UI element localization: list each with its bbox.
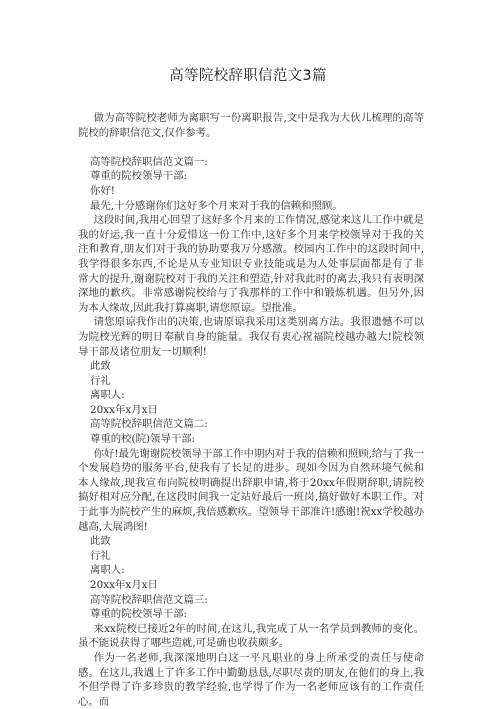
letter3-paragraph-1: 来xx院校已接近2年的时间,在这儿,我完成了从一名学员到教师的变化。虽不能说获得了哪些造就,可是确也收获颇多。 xyxy=(78,622,424,650)
document-title: 高等院校辞职信范文3篇 xyxy=(169,68,327,84)
letter1-paragraph-3: 请您原谅我作出的决策,也请原谅我采用这类别离方法。我很遗憾不可以为院校光辉的明日奉献自身的能量。我仅有衷心祝福院校越办越大!院校领导干部及诸位朋友一切顺利! xyxy=(78,316,424,358)
letter1-salutation: 尊重的院校领导干部: xyxy=(90,170,188,183)
intro-paragraph: 做为高等院校老师为离职写一份离职报告,文中是我为大伙儿梳理的高等院校的辞职信范文,仅作参考。 xyxy=(78,112,424,139)
letter2-salutation: 尊重的校(院)领导干部: xyxy=(90,433,196,446)
letter3-paragraph-2: 作为一名老师,我深深地明白这一平凡职业的身上所承受的责任与使命感。在这儿,我遇上了许多工作中勤勤恳恳,尽职尽责的朋友,在他们的身上,我不但学得了许多珍贵的教学经验,也学得了作为一名老师应该有的工作责任心。而 xyxy=(78,651,424,708)
letter2-closing-1: 此致 xyxy=(90,535,111,548)
letter2-date: 20xx年x月x日 xyxy=(90,579,158,591)
letter2-signer: 离职人: xyxy=(90,564,125,577)
letter2-paragraph-1: 你好!最先谢谢院校领导干部工作中期内对于我的信赖和照顾,给与了我一个发展趋势的服务平台,使我有了长足的进步。现如今因为自然环境气候和本人缘故,现我宣布向院校明确提出辞职申请,将于20xx年假期辞职,请院校搞好相对应分配,在这段时间我一定站好最后一班岗,搞好做好本职工作。对于此事为院校产生的麻烦,我倍感歉疚。望领导干部准许!感谢!祝xx学校越办越高,大展鸿图! xyxy=(78,447,424,533)
letter1-heading: 高等院校辞职信范文篇一: xyxy=(90,155,208,168)
letter3-heading: 高等院校辞职信范文篇三: xyxy=(90,593,208,606)
letter3-salutation: 尊重的院校领导干部: xyxy=(90,608,188,621)
letter1-closing-1: 此致 xyxy=(90,360,111,373)
letter1-paragraph-1: 最先,十分感谢你们这好多个月来对于我的信赖和照顾。 xyxy=(90,199,343,212)
letter1-date: 20xx年x月x日 xyxy=(90,403,158,416)
letter2-heading: 高等院校辞职信范文篇二: xyxy=(90,418,208,431)
letter1-signer: 离职人: xyxy=(90,389,125,402)
letter1-closing-2: 行礼 xyxy=(90,374,111,387)
letter2-closing-2: 行礼 xyxy=(90,549,111,562)
document-body xyxy=(78,111,424,709)
letter1-greeting: 你好! xyxy=(90,184,115,197)
letter1-paragraph-2: 这段时间,我用心回望了这好多个月来的工作情况,感觉来这儿工作中就是我的好运,我一直十分爱惜这一份工作中,这好多个月来学校领导对于我的关注和教育,朋友们对于我的协助要我万分感激。校园内工作中的这段时间中,我学得很多东西,不论是从专业知识专业技能或是为人处事层面都是有了非常大的提升,谢谢院校对于我的关注和塑造,针对我此时的离去,我只有表明深深地的歉疚。非常感谢院校给与了我那样的工作中和锻炼机遇。但另外,因为本人缘故,因此我打算离职,请您原谅。望批准。 xyxy=(78,214,424,314)
